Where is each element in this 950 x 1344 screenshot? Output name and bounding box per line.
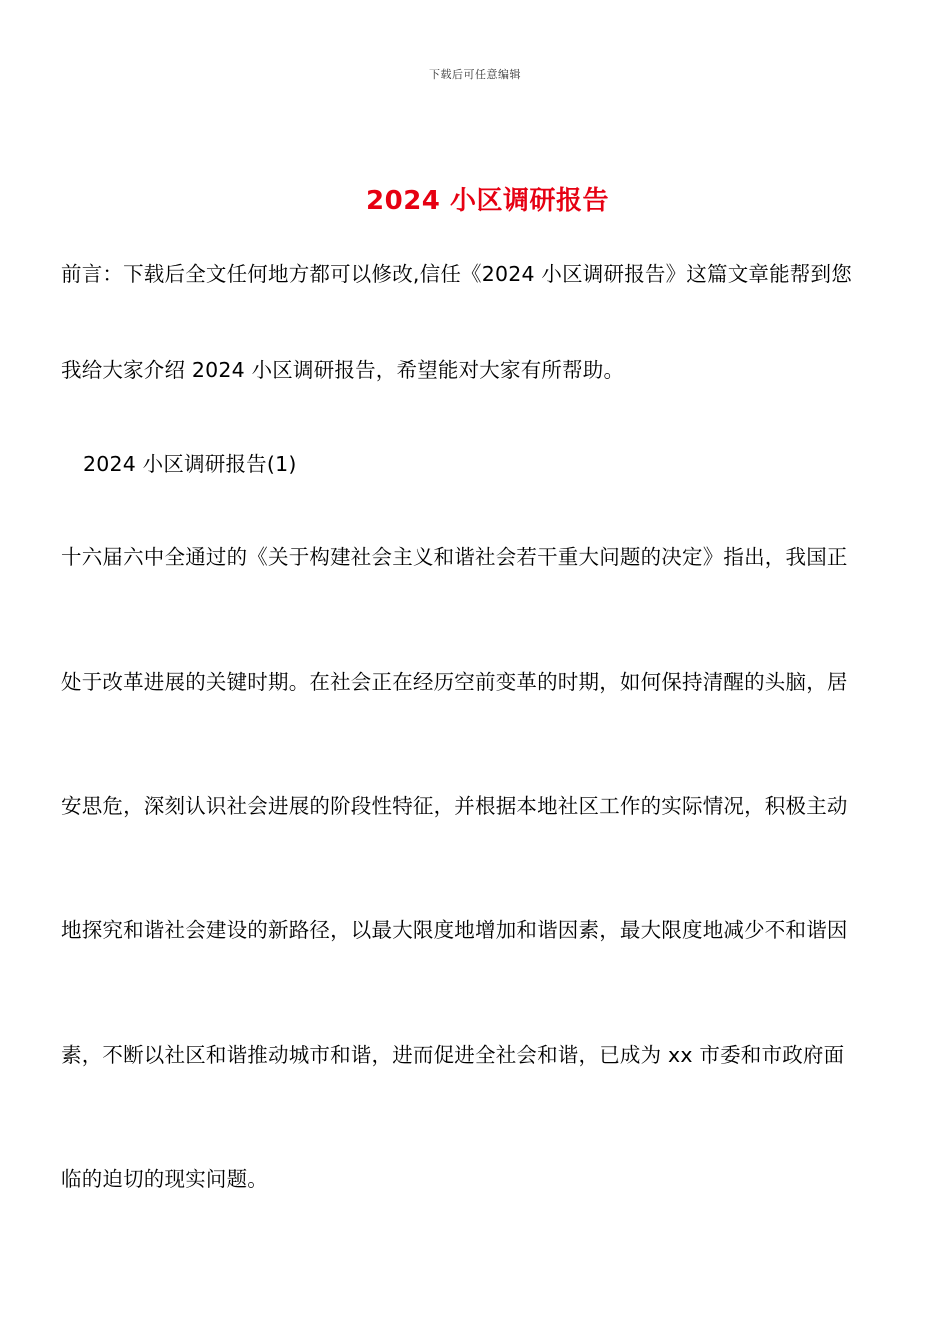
preface-line-1: 前言：下载后全文任何地方都可以修改,信任《2024 小区调研报告》这篇文章能帮到您: [61, 262, 852, 286]
body-line-6: 临的迫切的现实问题。: [61, 1167, 268, 1191]
body-line-4: 地探究和谐社会建设的新路径，以最大限度地增加和谐因素，最大限度地减少不和谐因: [61, 918, 848, 942]
body-line-2: 处于改革进展的关键时期。在社会正在经历空前变革的时期，如何保持清醒的头脑，居: [61, 670, 848, 694]
document-title: 2024 小区调研报告: [366, 186, 609, 216]
body-line-3: 安思危，深刻认识社会进展的阶段性特征，并根据本地社区工作的实际情况，积极主动: [61, 794, 848, 818]
body-line-5: 素，不断以社区和谐推动城市和谐，进而促进全社会和谐，已成为 xx 市委和市政府面: [61, 1043, 845, 1067]
preface-line-2: 我给大家介绍 2024 小区调研报告，希望能对大家有所帮助。: [61, 358, 625, 382]
body-line-1: 十六届六中全通过的《关于构建社会主义和谐社会若干重大问题的决定》指出，我国正: [61, 545, 848, 569]
section-heading: 2024 小区调研报告(1): [83, 452, 297, 476]
header-note: 下载后可任意编辑: [429, 68, 521, 81]
